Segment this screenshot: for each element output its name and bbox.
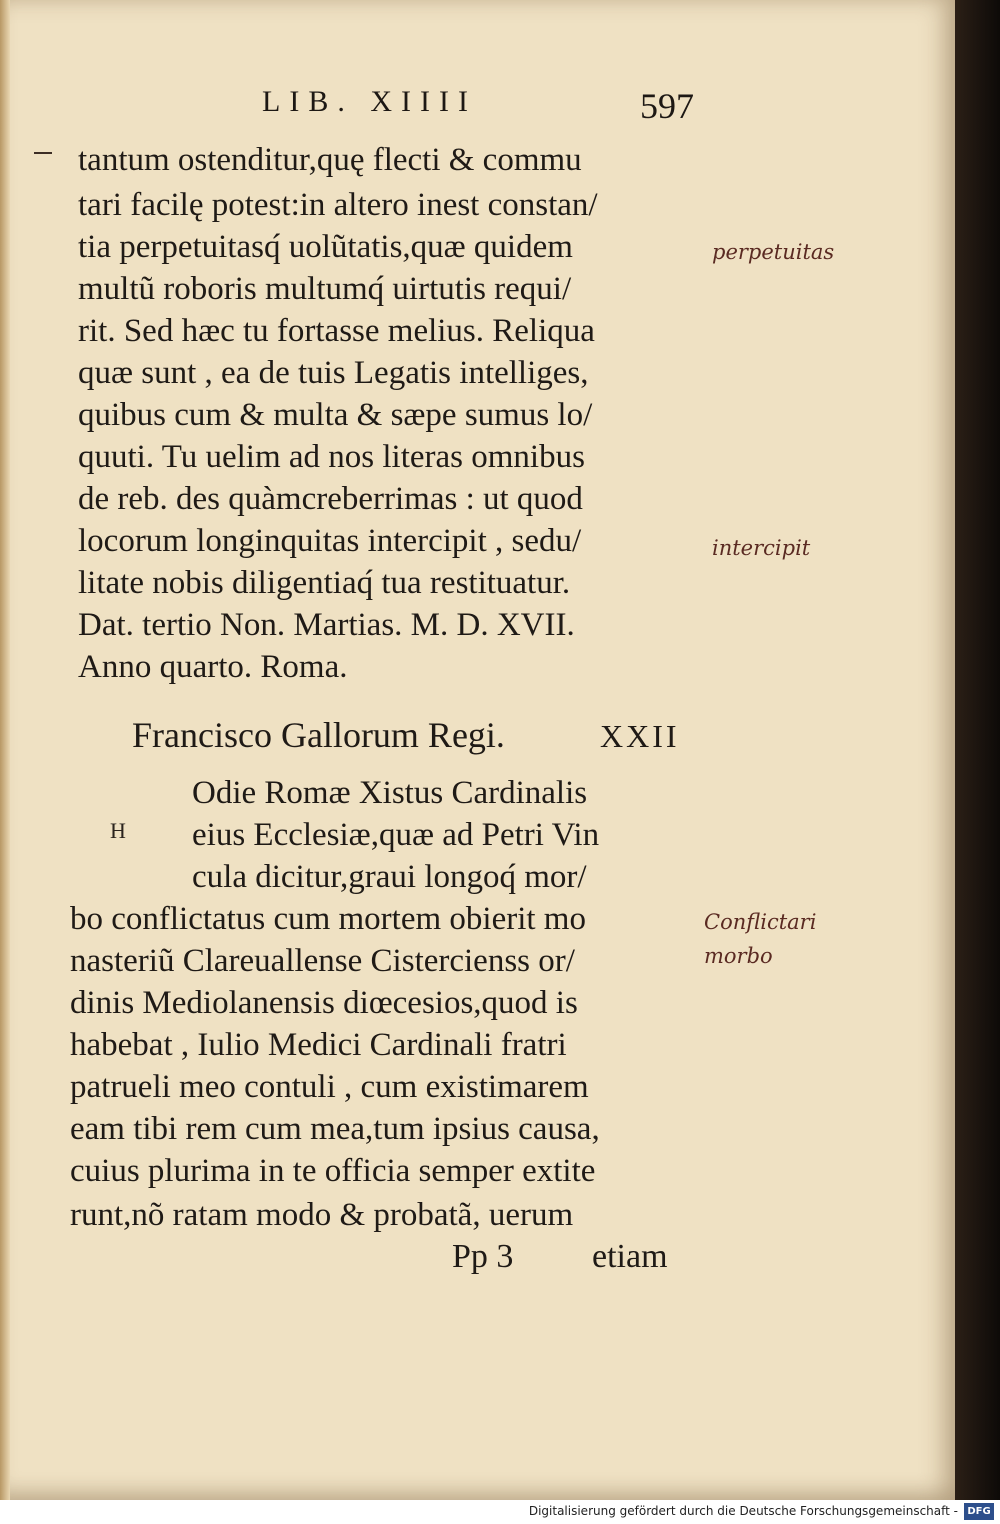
marginal-note: intercipit [712,536,811,560]
text-line: Odie Romæ Xistus Cardinalis [192,775,588,811]
text-line: quæ sunt , ea de tuis Legatis intelliges, [78,355,589,391]
funding-credit: Digitalisierung gefördert durch die Deutsche Forschungsgemeinschaft - [528,1504,958,1518]
marginal-note: Conflictari [704,910,817,934]
text-line: tari facilę potest:in altero inest constan/ [78,187,598,223]
text-line: nasteriũ Clareuallense Cistercienss or/ [70,943,575,979]
text-line: multũ roboris multumq́ uirtutis requi/ [78,271,572,307]
text-line: tia perpetuitasq́ uolũtatis,quæ quidem [78,229,573,265]
marginal-dash [34,152,52,154]
page-number: 597 [640,86,694,126]
dfg-logo: DFG [964,1503,994,1520]
text-line: eius Ecclesiæ,quæ ad Petri Vin [192,817,600,853]
text-line: tantum ostenditur,quę flecti & commu [78,142,582,178]
text-line: runt,nõ ratam modo & probatã, uerum [70,1197,574,1233]
initial-guide-letter: H [110,818,126,843]
letter-heading: Francisco Gallorum Regi. [132,715,505,755]
text-line: quibus cum & multa & sæpe sumus lo/ [78,397,593,433]
marginal-note: perpetuitas [712,240,835,264]
text-line: patrueli meo contuli , cum existimarem [70,1069,589,1105]
letter-number: XXII [600,718,680,754]
text-line: de reb. des quàmcreberrimas : ut quod [78,481,583,517]
text-line: Dat. tertio Non. Martias. M. D. XVII. [78,607,575,643]
text-line: Anno quarto. Roma. [78,649,348,685]
text-line: dinis Mediolanensis diœcesios,quod is [70,985,578,1021]
text-line: locorum longinquitas intercipit , sedu/ [78,523,582,559]
text-line: rit. Sed hæc tu fortasse melius. Reliqua [78,313,595,349]
text-line: quuti. Tu uelim ad nos literas omnibus [78,439,585,475]
catchword: etiam [592,1238,668,1275]
text-line: bo conflictatus cum mortem obierit mo [70,901,586,937]
footer-bar [0,1500,1000,1524]
running-head: LIB. XIIII [262,85,477,118]
book-gutter [955,0,1000,1500]
page-edge [0,0,10,1500]
text-line: eam tibi rem cum mea,tum ipsius causa, [70,1111,600,1147]
text-line: cula dicitur,graui longoq́ mor/ [192,859,587,895]
text-line: habebat , Iulio Medici Cardinali fratri [70,1027,567,1063]
text-line: cuius plurima in te officia semper extite [70,1153,596,1189]
text-line: litate nobis diligentiaq́ tua restituatur. [78,565,571,601]
marginal-note: morbo [704,944,773,968]
signature-mark: Pp 3 [452,1238,514,1275]
